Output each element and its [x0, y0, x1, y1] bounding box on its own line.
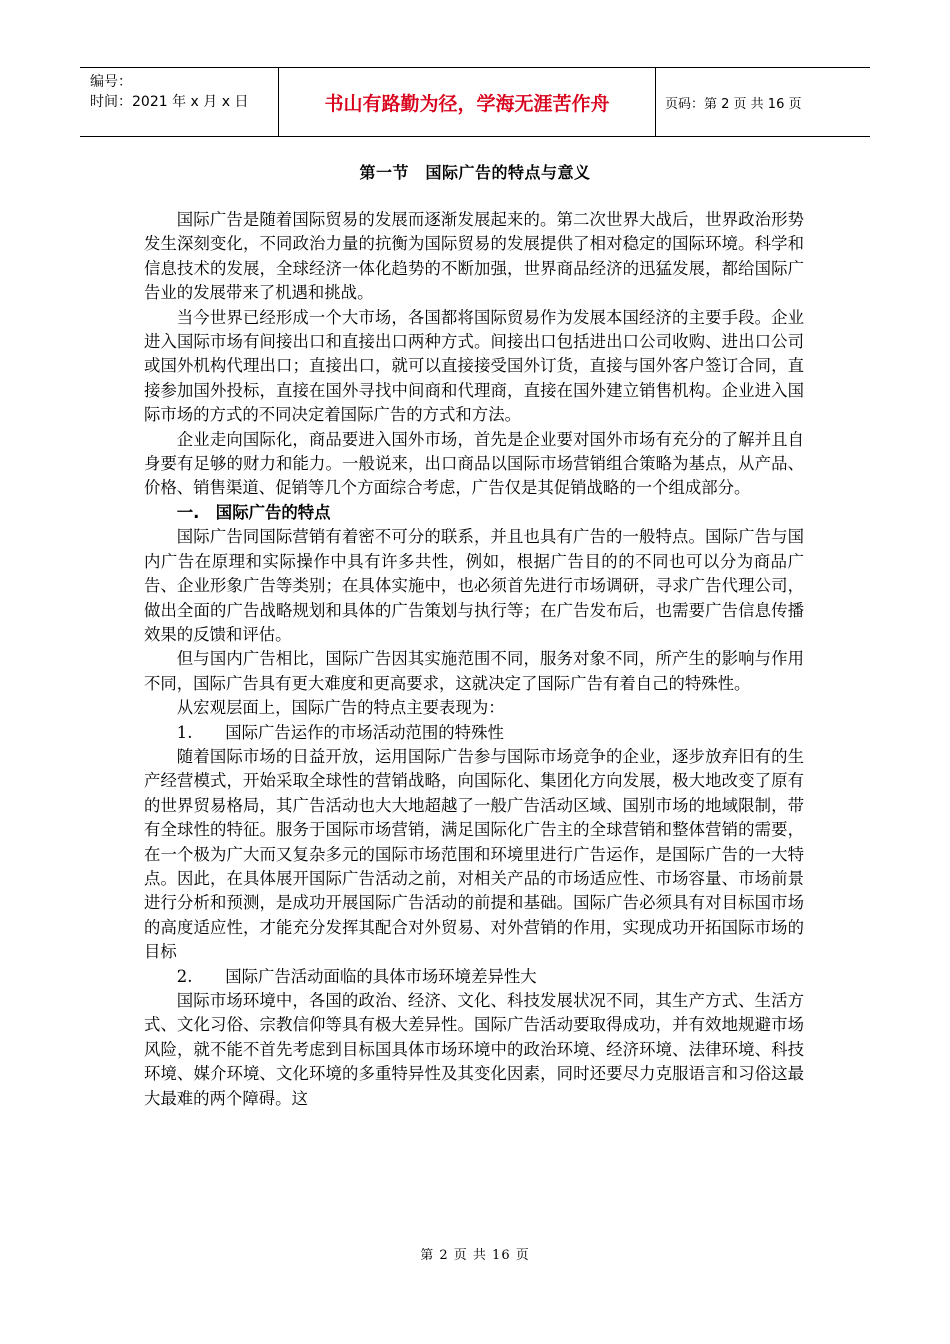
paragraph: 国际广告是随着国际贸易的发展而逐渐发展起来的。第二次世界大战后，世界政治形势发生深刻变化，不同政治力量的抗衡为国际贸易的发展提供了相对稳定的国际环境。科学和信息技术的发展，全球经济一体化趋势的不断加强，世界商品经济的迅猛发展，都给国际广告业的发展带来了机遇和挑战。 [144, 210, 804, 303]
paragraph: 国际市场环境中，各国的政治、经济、文化、科技发展状况不同，其生产方式、生活方式、文化习俗、宗教信仰等具有极大差异性。国际广告活动要取得成功，并有效地规避市场风险，就不能不首先考虑到目标国具体市场环境中的政治环境、经济环境、法律环境、科技环境、媒介环境、文化环境的多重特异性及其变化因素，同时还要尽力克服语言和习俗这最大最难的两个障碍。这 [144, 991, 804, 1108]
header-page-info: 页码：第 2 页 共 16 页 [665, 96, 802, 112]
header-meta [90, 72, 270, 112]
number-label: 编号： [90, 74, 132, 90]
subsection-heading: 一. 国际广告的特点 [176, 502, 331, 522]
paragraph: 当今世界已经形成一个大市场，各国都将国际贸易作为发展本国经济的主要手段。企业进入国际市场有间接出口和直接出口两种方式。间接出口包括进出口公司收购、进出口公司或国外机构代理出口；直接出口，就可以直接接受国外订货，直接与国外客户签订合同，直接参加国外投标，直接在国外寻找中间商和代理商，直接在国外建立销售机构。企业进入国际市场的方式的不同决定着国际广告的方式和方法。 [144, 307, 804, 425]
section-title: 第一节 国际广告的特点与意义 [359, 163, 591, 182]
paragraph: 企业走向国际化，商品要进入国外市场，首先是企业要对国外市场有充分的了解并且自身要有足够的财力和能力。一般说来，出口商品以国际市场营销组合策略为基点，从产品、价格、销售渠道、促销等几个方面综合考虑，广告仅是其促销战略的一个组成部分。 [144, 429, 804, 498]
page-footer: 第 2 页 共 16 页 [420, 1248, 530, 1263]
paragraph: 随着国际市场的日益开放，运用国际广告参与国际市场竞争的企业，逐步放弃旧有的生产经营模式，开始采取全球性的营销战略，向国际化、集团化方向发展，极大地改变了原有的世界贸易格局，其广告活动也大大地超越了一般广告活动区域、国别市场的地域限制，带有全球性的特征。服务于国际市场营销，满足国际化广告主的全球营销和整体营销的需要，在一个极为广大而又复杂多元的国际市场范围和环境里进行广告运作，是国际广告的一大特点。因此，在具体展开国际广告活动之前，对相关产品的市场适应性、市场容量、市场前景进行分析和预测，是成功开展国际广告活动的前提和基础。国际广告必须具有对目标国市场的高度适应性，才能充分发挥其配合对外贸易、对外营销的作用，实现成功开拓国际市场的目标 [144, 746, 804, 962]
paragraph: 从宏观层面上，国际广告的特点主要表现为： [176, 698, 505, 718]
paragraph: 但与国内广告相比，国际广告因其实施范围不同，服务对象不同，所产生的影响与作用不同，国际广告具有更大难度和更高要求，这就决定了国际广告有着自己的特殊性。 [144, 649, 804, 693]
list-item-heading: 2. 国际广告活动面临的具体市场环境差异性大 [176, 966, 537, 986]
document-body [144, 208, 804, 1111]
page-header [80, 67, 870, 137]
time-label: 时间：2021 年 x 月 x 日 [90, 94, 249, 110]
header-motto: 书山有路勤为径，学海无涯苦作舟 [324, 92, 610, 115]
header-divider [655, 68, 656, 136]
list-item-heading: 1. 国际广告运作的市场活动范围的特殊性 [176, 722, 504, 742]
paragraph: 国际广告同国际营销有着密不可分的联系，并且也具有广告的一般特点。国际广告与国内广告在原理和实际操作中具有许多共性，例如，根据广告目的的不同也可以分为商品广告、企业形象广告等类别；在具体实施中，也必须首先进行市场调研，寻求广告代理公司，做出全面的广告战略规划和具体的广告策划与执行等；在广告发布后，也需要广告信息传播效果的反馈和评估。 [144, 527, 804, 644]
